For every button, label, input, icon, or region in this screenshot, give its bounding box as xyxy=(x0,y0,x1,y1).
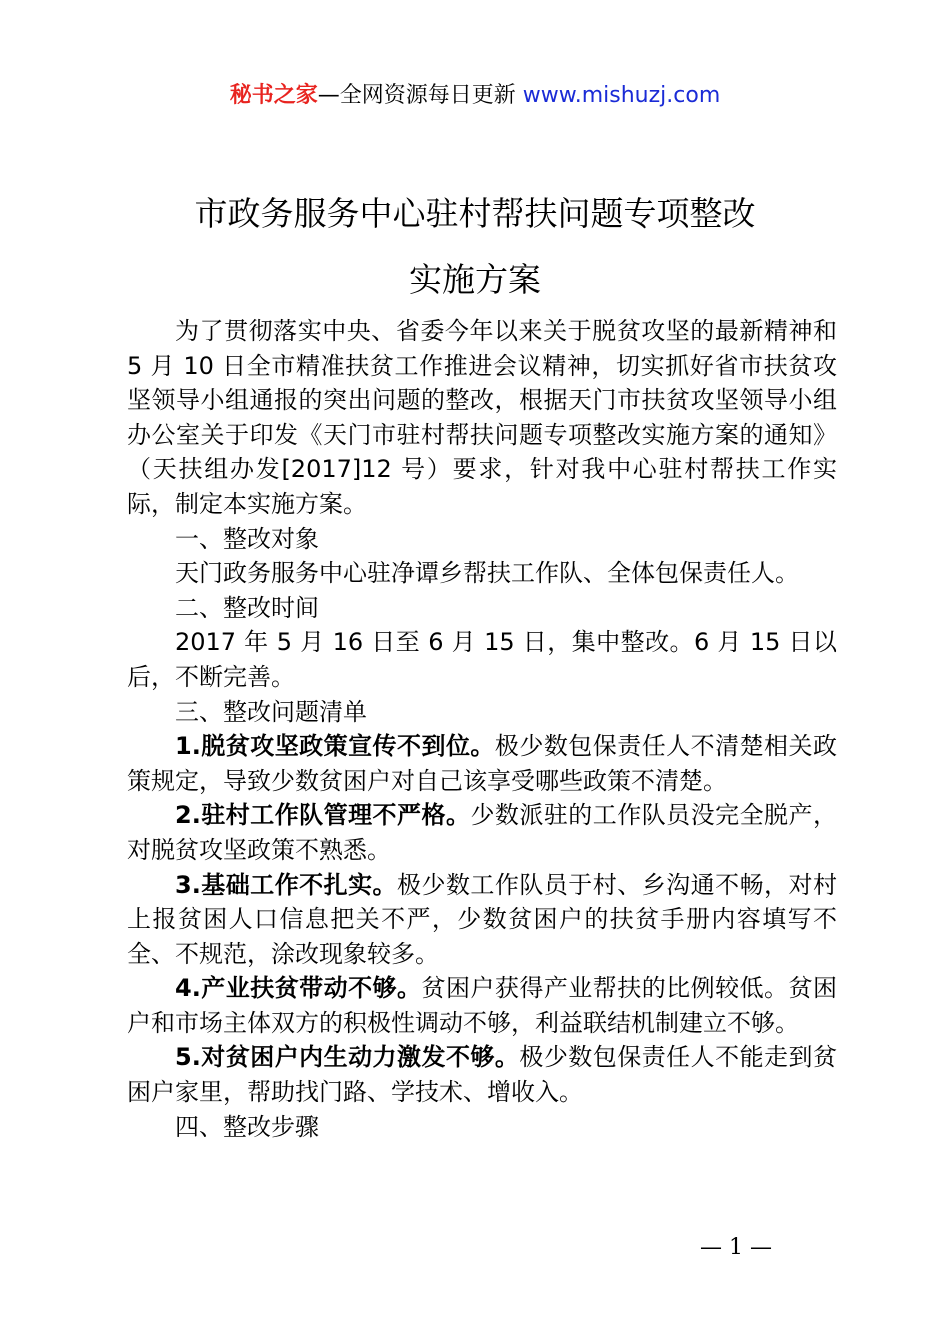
issue-item-2 xyxy=(127,798,837,867)
document-title-line-1: 市政务服务中心驻村帮扶问题专项整改 xyxy=(194,194,756,233)
issue-item-1 xyxy=(127,729,837,798)
site-url[interactable]: www.mishuzj.com xyxy=(522,83,721,108)
issue-item-1-text: 极少数包保责任人不清楚相关政策规定，导致少数贫困户对自己该享受哪些政策不清楚。 xyxy=(127,732,837,795)
brand-name: 秘书之家 xyxy=(229,83,318,108)
issue-item-3-title: 3.基础工作不扎实。 xyxy=(175,870,398,899)
issue-item-2-title: 2.驻村工作队管理不严格。 xyxy=(175,801,471,830)
section-4-heading: 四、整改步骤 xyxy=(175,1112,319,1141)
issue-item-3-text: 极少数工作队员于村、乡沟通不畅，对村上报贫困人口信息把关不严，少数贫困户的扶贫手册内容填写不全、不规范，涂改现象较多。 xyxy=(127,870,837,968)
document-title-line-2: 实施方案 xyxy=(409,260,541,299)
issue-item-2-text: 少数派驻的工作队员没完全脱产，对脱贫攻坚政策不熟悉。 xyxy=(127,801,837,864)
section-2-heading: 二、整改时间 xyxy=(175,593,319,622)
site-header xyxy=(0,80,950,112)
issue-item-1-title: 1.脱贫攻坚政策宣传不到位。 xyxy=(175,732,495,761)
issue-item-3 xyxy=(127,868,837,972)
section-1-text: 天门政务服务中心驻净谭乡帮扶工作队、全体包保责任人。 xyxy=(175,559,799,588)
intro-paragraph: 为了贯彻落实中央、省委今年以来关于脱贫攻坚的最新精神和 5 月 10 日全市精准扶贫工作推进会议精神，切实抓好省市扶贫攻坚领导小组通报的突出问题的整改，根据天门市扶贫攻坚领导小组办公室关于印发《天门市驻村帮扶问题专项整改实施方案的通知》（天扶组办发[2017]12 号）要求，针对我中心驻村帮扶工作实际，制定本实施方案。 xyxy=(127,317,837,518)
issue-item-5 xyxy=(127,1040,837,1109)
section-2-text: 2017 年 5 月 16 日至 6 月 15 日，集中整改。6 月 15 日以后，不断完善。 xyxy=(127,628,837,691)
issue-item-4-text: 贫困户获得产业帮扶的比例较低。贫困户和市场主体双方的积极性调动不够，利益联结机制建立不够。 xyxy=(127,974,837,1037)
section-1-heading: 一、整改对象 xyxy=(175,524,319,553)
section-3-heading: 三、整改问题清单 xyxy=(175,697,367,726)
issue-item-5-title: 5.对贫困户内生动力激发不够。 xyxy=(175,1043,520,1072)
page-number: — 1 — xyxy=(700,1235,772,1260)
issue-item-4-title: 4.产业扶贫带动不够。 xyxy=(175,974,422,1003)
document-body xyxy=(127,314,837,1144)
issue-item-5-text: 极少数包保责任人不能走到贫困户家里，帮助找门路、学技术、增收入。 xyxy=(127,1043,837,1107)
issue-item-4 xyxy=(127,971,837,1040)
header-tagline: —全网资源每日更新 xyxy=(317,83,516,108)
